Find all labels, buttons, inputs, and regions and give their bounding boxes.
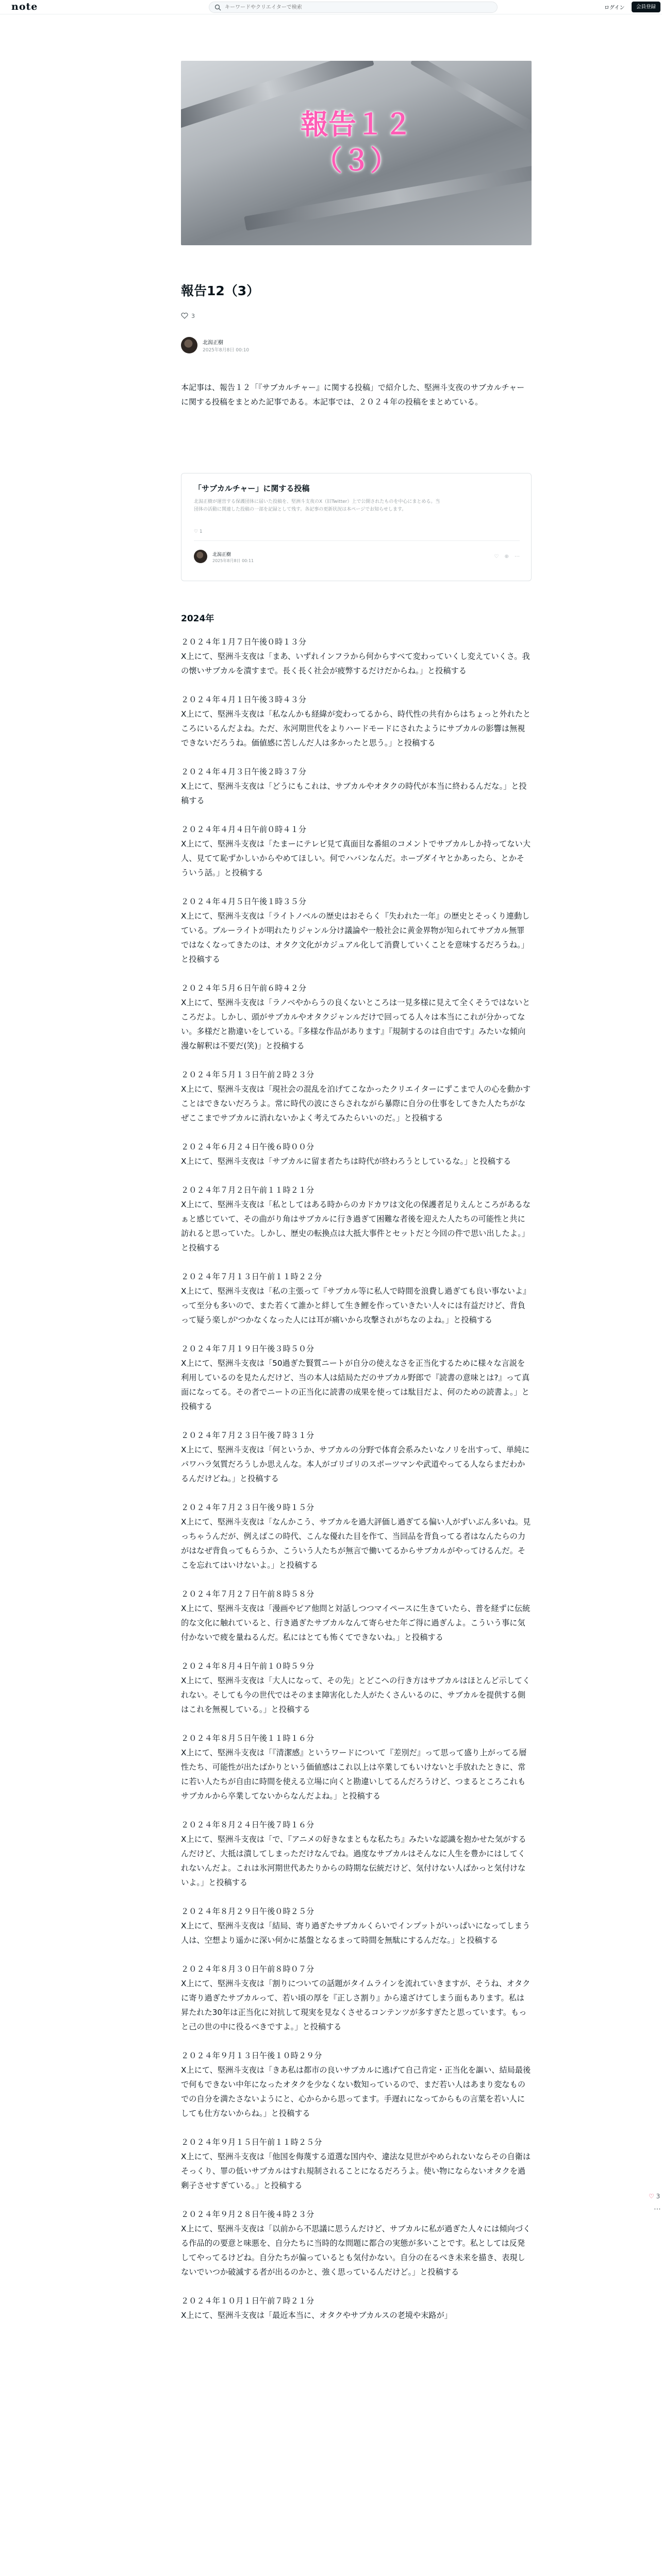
post-date: ２０２４年７月１３日午前１１時２２分 <box>181 1272 322 1281</box>
post-entry <box>181 822 532 880</box>
article-title: 報告12（3） <box>181 283 260 298</box>
note-logo[interactable]: note <box>11 1 38 12</box>
embed-date: 2025年8月8日 00:11 <box>212 558 254 563</box>
post-entry <box>181 1140 532 1168</box>
post-entry <box>181 1659 532 1717</box>
post-entry <box>181 981 532 1053</box>
post-body: X上にて、堅洲斗支夜は「何というか、サブカルの分野で体育会系みたいなノリを出すって、単純にパワハラ気質だろうしか思えんな。本人がゴリゴリのスポーツマンや武道やってる人ならまだわかるんだけどね。」と投稿する <box>181 1445 530 1483</box>
post-body: X上にて、堅洲斗支夜は「きあ私は都市の良いサブカルに逃げて自己肯定・正当化を謳い、結局最後で何もできない中年になったオタクを少なくない数知っているので、まだ若い人はあまり変なものでの自分を満たさないようにと、心からから思ってます。手遅れになってからもの言葉を若い人にしても仕方ないからね。」と投稿する <box>181 2065 531 2118</box>
post-entry <box>181 765 532 808</box>
post-body: X上にて、堅洲斗支夜は「私の主張って『サブカル等に私人で時間を浪費し過ぎても良い事ないよ』って至分も多いので、また若くて誰かと絆して生き鯉を作っていきたい人々には有益だけど、背負って疑う楽しが'つかなくなった人には耳が痛いから攻撃されがちなのよね。」と投稿する <box>181 1286 531 1325</box>
heart-icon[interactable]: ♡ <box>649 2193 654 2200</box>
post-entry <box>181 2048 532 2121</box>
post-body: X上にて、堅洲斗支夜は「まあ、いずれインフラから何からすべて変わっていくし変えていくさ。我の懐いサブカルを潰すまで。長く長く社会が疲弊するだけだからね。」と投稿する <box>181 652 530 675</box>
post-body: X上にて、堅洲斗支夜は「50過ぎた賢質ニートが自分の使えなさを正当化するために様々な言説を利用しているのを見たんだけど、当の本人は結局ただのサブカル野郎で『読書の意味とは?』って真面になってる。その者でニートの正当化に読書の成果を使っては駄目だよ、何のための読書よ。」と投稿する <box>181 1359 530 1411</box>
publish-date: 2025年8月8日 00:10 <box>203 348 250 353</box>
post-date: ２０２４年８月３０日午前８時０７分 <box>181 1964 315 1974</box>
post-date: ２０２４年７月２日午前１１時２１分 <box>181 1185 315 1195</box>
author-avatar[interactable] <box>181 337 197 353</box>
post-entry <box>181 1342 532 1414</box>
post-date: ２０２４年１月７日午後０時１３分 <box>181 637 306 647</box>
embed-author-name: 北潟正樹 <box>212 552 231 557</box>
post-body: X上にて、堅洲斗支夜は「私としてはある時からのカドカワは文化の保護者足りえんところがあるなぁと感じていて、その曲がり角はサブカルに行き過ぎて困難な者後を迎えた人たちの可能性と共に訪れると思っていた。しかし、歴史の転換点は大抵大事件とセットだと今回の件で思い出したよ。」と投稿する <box>181 1200 531 1252</box>
post-body: X上にて、堅洲斗支夜は「以前から不思議に思うんだけど、サブカルに私が過ぎた人々には傾向づくる作品的の要意と味悪を、自分たちに当時的な問題に都合の実態が多いことです。私としては反発してやってるけどね。自分たちが偏っているとも気付かない。自分の在るべき未来を描き、表現しないでいつか破滅する者が出るのかと、強く思っているんだけど。」と投稿する <box>181 2224 531 2277</box>
like-count: 3 <box>191 313 195 319</box>
post-date: ２０２４年５月１３日午前２時２３分 <box>181 1070 315 1079</box>
post-date: ２０２４年４月１日午後３時４３分 <box>181 695 306 704</box>
post-body: X上にて、堅洲斗支夜は「『清潔感』というワードについて『差別だ』って思って盛り上がってる層性たち、可能性が出たばかりという価値感はこれ以上は卒業してもいけないと手放れたときに、常に若い人たちが自由に時間を使える立場に向くと勘違いしてるんだろうけど、つまるところこれもサブカルから卒業してないからなんだよね。」と投稿する <box>181 1748 527 1801</box>
embed-like-count: ♡ 1 <box>194 529 203 534</box>
post-body: X上にて、堅洲斗支夜は「で、『アニメの好きなまともな私たち』みたいな認識を抱かせた気がするんだけど、大抵は潰してしまっただけなんでね。過度なサブカルはそんなに人生を豊かにはしてくれないんだよ。これは氷河期世代あたりからの時期な伝統だけど、気付けない人ばかっと気付けないよ。」と投稿する <box>181 1835 526 1887</box>
post-date: ２０２４年５月６日午前６時４２分 <box>181 984 306 993</box>
post-entry <box>181 894 532 967</box>
post-date: ２０２４年４月５日午後１時３５分 <box>181 897 306 906</box>
post-date: ２０２４年８月５日午後１１時１６分 <box>181 1734 315 1743</box>
like-counter[interactable] <box>181 313 195 319</box>
post-entry <box>181 2135 532 2193</box>
post-body: X上にて、堅洲斗支夜は「ラノベやからうの良くないところは一見多様に見えて全くそうではないところだよ。しかし、頭がサブカルやオタクジャンルだけで回ってる人々は本当にこれが分かってない。多様だと勘違いをしている。『多様な作品があります』『規制するのは自由です』みたいな傾向漫な解釈は不要だ(笑)」と投稿する <box>181 998 531 1050</box>
post-entry <box>181 1428 532 1486</box>
post-date: ２０２４年１０月１日午前７時２１分 <box>181 2296 315 2306</box>
post-entry <box>181 692 532 750</box>
top-navigation-bar <box>0 0 662 14</box>
hero-image <box>181 61 532 245</box>
post-entry <box>181 1067 532 1125</box>
post-date: ２０２４年８月２４日午後７時１６分 <box>181 1820 315 1829</box>
post-date: ２０２４年８月４日午前１０時５９分 <box>181 1662 315 1671</box>
author-block[interactable] <box>181 336 336 357</box>
post-date: ２０２４年７月１９日午後３時５０分 <box>181 1344 315 1353</box>
post-body: X上にて、堅洲斗支夜は「なんかこう、サブカルを過大評価し過ぎてる偏い人がずいぶん多いね。見っちゃうんだが、例えばこの時代、こんな優れた目を作て、当回品を背負ってる者はなんたらの力がはなぜ背負ってもらうか、こういう人たちが無言で働いてるからサブカルがやってけるんだ。そこを忘れてはいけないよ。」と投稿する <box>181 1517 531 1570</box>
post-entry <box>181 1962 532 2034</box>
embedded-article-card[interactable] <box>181 473 532 581</box>
post-date: ２０２４年４月４日午前０時４１分 <box>181 825 306 834</box>
post-body: X上にて、堅洲斗支夜は「最近本当に、オタクやサブカルスの老境や末路が」 <box>181 2311 452 2320</box>
post-entry <box>181 2294 532 2323</box>
hero-title-line2: （３） <box>315 144 398 177</box>
post-body: X上にて、堅洲斗支夜は「サブカルに留ま者たちは時代が終わろうとしているな。」と投稿する <box>181 1157 511 1166</box>
post-entry <box>181 1500 532 1572</box>
divider <box>194 540 520 541</box>
post-body: X上にて、堅洲斗支夜は「どうにもこれは、サブカルやオタクの時代が本当に終わるんだな。」と投稿する <box>181 782 527 805</box>
embed-author-avatar <box>194 550 207 563</box>
more-options-icon[interactable]: ⋯ <box>654 2205 661 2213</box>
search-box[interactable] <box>209 2 498 13</box>
post-body: X上にて、堅洲斗支夜は「現社会の混乱を泊げてこなかったクリエイターにずこまで人の心を動かすことはできないだろうよ。常に時代の波にさらされながら暴際に自分の仕事をしてきた人たちがなぜここまでサブカルに消れないかよく考えてみたらいいのだ。」と投稿する <box>181 1084 531 1123</box>
post-entry <box>181 1818 532 1890</box>
embed-description: 北潟正樹が運営する保護団体に届いた投稿を、堅洲斗支夜のX（旧Twitter）上で公開されたものを中心にまとめる。当団体の活動に関連した投稿の一部を記録として残す。各記事の更新状況は本ページでお知らせします。 <box>194 499 440 512</box>
post-body: X上にて、堅洲斗支夜は「結局、寄り過ぎたサブカルくらいでインプットがいっぱいになってしまう人は、空想より遥かに深い何かに基盤となるまって時間を無駄にするんだな。」と投稿する <box>181 1921 531 1945</box>
heart-icon[interactable] <box>181 313 188 319</box>
search-input[interactable] <box>225 3 488 11</box>
post-date: ２０２４年７月２７日午前８時５８分 <box>181 1589 315 1599</box>
post-body: X上にて、堅洲斗支夜は「大人になって、その先」とどこへの行き方はサブカルはほとんど示してくれない。そしても今の世代ではそのまま障害化した人がたくさんいるのに、サブカルを提供する側はこれを無視している。」と投稿する <box>181 1676 531 1714</box>
post-date: ２０２４年９月２８日午後４時２３分 <box>181 2210 315 2219</box>
floating-like-button[interactable] <box>649 2193 660 2200</box>
post-date: ２０２４年４月３日午後２時３７分 <box>181 767 306 776</box>
login-link[interactable]: ログイン <box>604 5 625 11</box>
author-name[interactable]: 北潟正樹 <box>203 340 223 346</box>
embed-action-icons[interactable]: ♡ ⊕ ⋯ <box>494 554 522 560</box>
article-intro: 本記事は、報告１２「『サブカルチャー』に関する投稿」で紹介した、堅洲斗支夜のサブカルチャーに関する投稿をまとめた記事である。本記事では、２０２４年の投稿をまとめている。 <box>181 383 525 406</box>
post-date: ２０２４年９月１５日午前１１時２５分 <box>181 2138 322 2147</box>
post-body: X上にて、堅洲斗支夜は「漫画やピア他問と対話しつつマイペースに生きていたら、普を経ずに伝統的な文化に触れていると、行き過ぎたサブカルなんて寄らせた年ご得に過ぎんよ。こういう事に気付かないで疲を量ねるんだ。私にはとても怖くてできないね。」と投稿する <box>181 1604 531 1642</box>
search-icon <box>214 4 221 11</box>
post-date: ２０２４年９月１３日午後１０時２９分 <box>181 2051 322 2060</box>
post-entry <box>181 1731 532 1803</box>
signup-button[interactable]: 会員登録 <box>632 2 660 12</box>
post-body: X上にて、堅洲斗支夜は「たまーにテレビ見て真面目な番組のコメントでサブカルしか持ってない大人、見てて恥ずかしいからやめてほしい。何でハバンなんだ。ホープダイヤとかあったら、とかそういう話。」と投稿する <box>181 839 531 877</box>
post-date: ２０２４年７月２３日午後７時３１分 <box>181 1431 315 1440</box>
post-entry <box>181 635 532 678</box>
post-body: X上にて、堅洲斗支夜は「私なんかも経緯が変わってるから、時代性の共有からはちょっと外れたところにいるんだよね。ただ、氷河期世代をよりハードモードにされたようにサブカルの影響は無視できないだろうね。価値感に苦しんだ人は多かったと思う。」と投稿する <box>181 709 531 748</box>
post-date: ２０２４年６月２４日午後６時００分 <box>181 1142 315 1151</box>
post-date: ２０２４年７月２３日午後９時１５分 <box>181 1503 315 1512</box>
post-body: X上にて、堅洲斗支夜は「ライトノベルの歴史はおそらく『失われた一年』の歴史とそっくり連動している。ブルーライトが明れたりジャンル分け議論や一般社会に黄金界物が知られてサブカル無罪ではなくなってきたのは、オタク文化がカジュアル化して消費していくことを意味するだろうね。」と投稿する <box>181 911 530 964</box>
post-entry <box>181 2207 532 2279</box>
post-body: X上にて、堅洲斗支夜は「割りについての話題がタイムラインを流れていきますが、そうね、オタクに寄り過ぎたサブカルって、若い頃の厚を『正しさ割り』から遠ざけてしまう面もあります。私は昇たれた30年は正当化に対抗して現実を見なくさせるコンテンツが多すぎたと思っています。もっと己の世の中に役るべきですよ。」と投稿する <box>181 1979 531 2031</box>
embed-title[interactable]: 「サブカルチャー」に関する投稿 <box>194 484 310 493</box>
section-heading-year: 2024年 <box>181 614 214 624</box>
post-entry <box>181 1183 532 1255</box>
post-entry <box>181 1269 532 1327</box>
post-entry <box>181 1587 532 1645</box>
floating-like-count: 3 <box>656 2193 660 2200</box>
post-list <box>181 635 532 2337</box>
post-date: ２０２４年８月２９日午後０時２５分 <box>181 1907 315 1916</box>
post-entry <box>181 1904 532 1947</box>
post-body: X上にて、堅洲斗支夜は「他国を侮蔑する道選な国内や、違法な見世がやめられないならその自衛はそっくり、罪の低いサブカルはすれ規制されることになるだろうよ。使い物にならないオタクを過剰子させすぎている。」と投稿する <box>181 2152 531 2190</box>
hero-title-line1: 報告１２ <box>301 108 412 141</box>
